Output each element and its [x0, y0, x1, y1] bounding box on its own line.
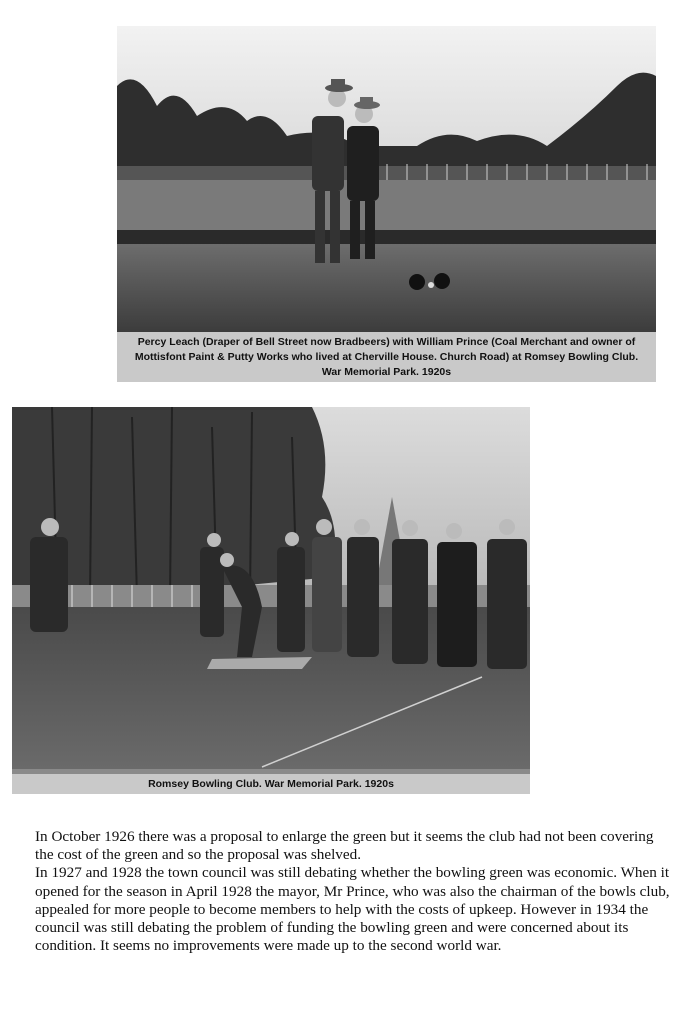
photo-caption: Percy Leach (Draper of Bell Street now Bradbeers) with William Prince (Coal Merchant and owner of Mottisfont Paint & Putty Works who lived at Cherville House. Church Road) at Romsey Bowling Club. War Memorial Park. 1920s [117, 332, 656, 382]
article-text [35, 828, 675, 955]
photo-caption: Romsey Bowling Club. War Memorial Park. 1920s [12, 774, 530, 794]
paragraph: In 1927 and 1928 the town council was still debating whether the bowling green was economic. When it opened for the season in April 1928 the mayor, Mr Prince, who was also the chairman of the bowls club, appealed for more people to become members to help with the costs of upkeep. However in 1934 the council was still debating the problem of funding the bowling green and were concerned about its condition. It seems no improvements were made up to the second world war. [35, 864, 670, 955]
photo-image [12, 407, 530, 769]
paragraph: In October 1926 there was a proposal to enlarge the green but it seems the club had not been covering the cost of the green and so the proposal was shelved. [35, 828, 654, 864]
photo-image [117, 26, 656, 332]
photo-bowling-group [12, 407, 530, 794]
photo-two-men-bowling [117, 26, 656, 382]
